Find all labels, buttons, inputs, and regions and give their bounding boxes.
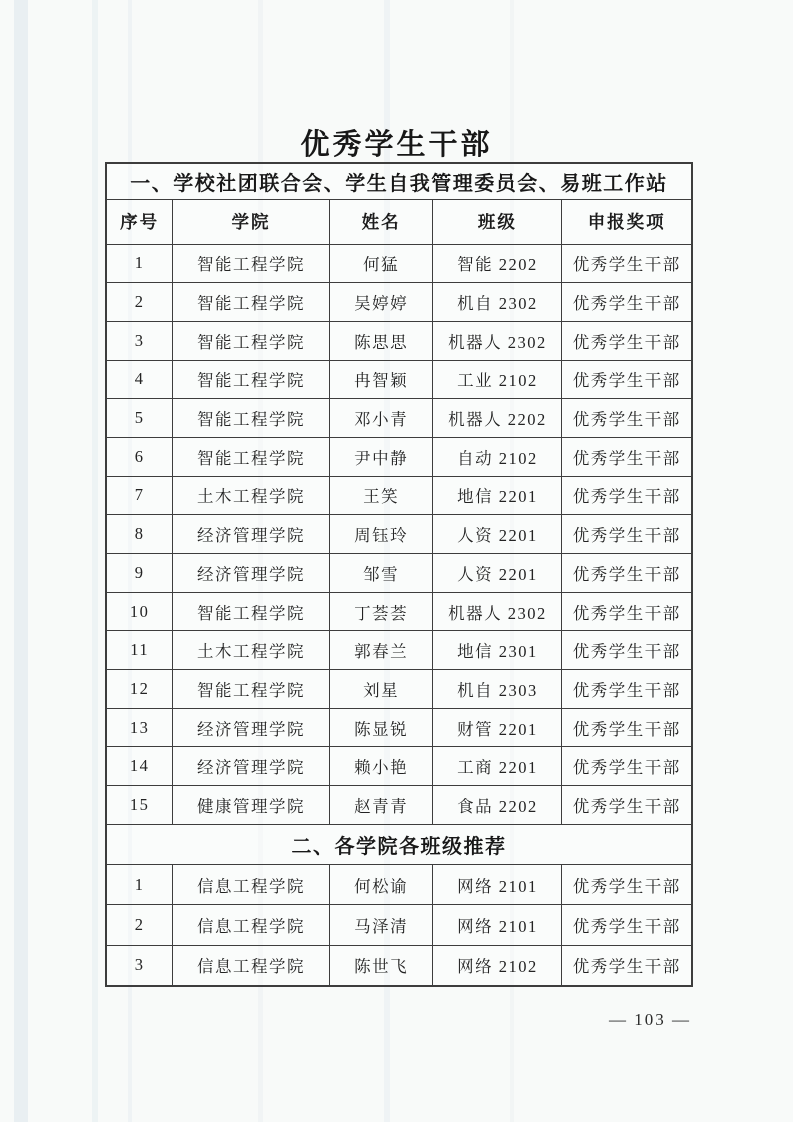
table-cell: 2 xyxy=(106,283,173,322)
table-cell: 优秀学生干部 xyxy=(562,321,692,360)
table-row xyxy=(106,399,692,438)
table-cell: 陈显锐 xyxy=(329,708,433,747)
table-cell: 优秀学生干部 xyxy=(562,786,692,825)
table-cell: 周钰玲 xyxy=(329,515,433,554)
table-cell: 1 xyxy=(106,864,173,905)
table-cell: 优秀学生干部 xyxy=(562,554,692,593)
scan-streak xyxy=(92,0,98,1122)
awards-table xyxy=(105,162,693,987)
table-row xyxy=(106,670,692,709)
table-cell: 机器人 2302 xyxy=(433,321,562,360)
table-row xyxy=(106,437,692,476)
table-cell: 智能工程学院 xyxy=(173,399,329,438)
table-cell: 马泽清 xyxy=(329,905,433,946)
table-row xyxy=(106,945,692,986)
table-cell: 冉智颖 xyxy=(329,360,433,399)
table-cell: 优秀学生干部 xyxy=(562,515,692,554)
column-header-award: 申报奖项 xyxy=(562,199,692,244)
table-cell: 邓小青 xyxy=(329,399,433,438)
table-cell: 智能工程学院 xyxy=(173,437,329,476)
table-cell: 优秀学生干部 xyxy=(562,360,692,399)
section-1-title: 一、学校社团联合会、学生自我管理委员会、易班工作站 xyxy=(106,163,692,199)
table-cell: 赵青青 xyxy=(329,786,433,825)
table-cell: 经济管理学院 xyxy=(173,554,329,593)
table-cell: 郭春兰 xyxy=(329,631,433,670)
table-row xyxy=(106,631,692,670)
column-header-class: 班级 xyxy=(433,199,562,244)
table-cell: 地信 2201 xyxy=(433,476,562,515)
table-cell: 信息工程学院 xyxy=(173,905,329,946)
column-header-name: 姓名 xyxy=(329,199,433,244)
table-cell: 赖小艳 xyxy=(329,747,433,786)
page-number: — 103 — xyxy=(609,1010,691,1029)
table-cell: 土木工程学院 xyxy=(173,476,329,515)
table-cell: 网络 2101 xyxy=(433,864,562,905)
table-cell: 尹中静 xyxy=(329,437,433,476)
table-cell: 优秀学生干部 xyxy=(562,864,692,905)
table-cell: 工业 2102 xyxy=(433,360,562,399)
table-cell: 陈世飞 xyxy=(329,945,433,986)
table-cell: 网络 2101 xyxy=(433,905,562,946)
table-cell: 11 xyxy=(106,631,173,670)
table-cell: 优秀学生干部 xyxy=(562,399,692,438)
table-cell: 优秀学生干部 xyxy=(562,437,692,476)
table-cell: 2 xyxy=(106,905,173,946)
table-cell: 7 xyxy=(106,476,173,515)
table-cell: 王笑 xyxy=(329,476,433,515)
table-cell: 10 xyxy=(106,592,173,631)
table-cell: 自动 2102 xyxy=(433,437,562,476)
table-row xyxy=(106,592,692,631)
table-row xyxy=(106,321,692,360)
table-cell: 优秀学生干部 xyxy=(562,283,692,322)
scan-streak xyxy=(14,0,28,1122)
table-cell: 15 xyxy=(106,786,173,825)
table-cell: 1 xyxy=(106,244,173,283)
table-cell: 3 xyxy=(106,945,173,986)
table-cell: 6 xyxy=(106,437,173,476)
table-cell: 经济管理学院 xyxy=(173,515,329,554)
table-cell: 智能工程学院 xyxy=(173,670,329,709)
table-cell: 12 xyxy=(106,670,173,709)
table-cell: 优秀学生干部 xyxy=(562,476,692,515)
table-cell: 刘星 xyxy=(329,670,433,709)
table-cell: 9 xyxy=(106,554,173,593)
table-cell: 机器人 2202 xyxy=(433,399,562,438)
table-cell: 陈思思 xyxy=(329,321,433,360)
table-cell: 优秀学生干部 xyxy=(562,905,692,946)
table-cell: 智能工程学院 xyxy=(173,244,329,283)
table-cell: 丁荟荟 xyxy=(329,592,433,631)
table-cell: 智能 2202 xyxy=(433,244,562,283)
table-cell: 吴婷婷 xyxy=(329,283,433,322)
section-2-header-row xyxy=(106,824,692,864)
table-cell: 经济管理学院 xyxy=(173,747,329,786)
table-cell: 优秀学生干部 xyxy=(562,631,692,670)
table-cell: 邹雪 xyxy=(329,554,433,593)
section-1-header-row xyxy=(106,163,692,199)
table-cell: 智能工程学院 xyxy=(173,321,329,360)
table-row xyxy=(106,864,692,905)
table-cell: 智能工程学院 xyxy=(173,592,329,631)
table-cell: 财管 2201 xyxy=(433,708,562,747)
table-cell: 4 xyxy=(106,360,173,399)
table-cell: 机自 2303 xyxy=(433,670,562,709)
table-row xyxy=(106,515,692,554)
table-row xyxy=(106,786,692,825)
table-cell: 健康管理学院 xyxy=(173,786,329,825)
table-row xyxy=(106,747,692,786)
column-header-row xyxy=(106,199,692,244)
table-cell: 14 xyxy=(106,747,173,786)
table-cell: 8 xyxy=(106,515,173,554)
table-cell: 信息工程学院 xyxy=(173,864,329,905)
table-cell: 网络 2102 xyxy=(433,945,562,986)
table-cell: 智能工程学院 xyxy=(173,360,329,399)
table-cell: 优秀学生干部 xyxy=(562,244,692,283)
table-cell: 食品 2202 xyxy=(433,786,562,825)
table-row xyxy=(106,244,692,283)
table-row xyxy=(106,360,692,399)
table-cell: 何猛 xyxy=(329,244,433,283)
table-cell: 机器人 2302 xyxy=(433,592,562,631)
table-cell: 土木工程学院 xyxy=(173,631,329,670)
table-row xyxy=(106,476,692,515)
table-row xyxy=(106,905,692,946)
table-row xyxy=(106,708,692,747)
table-row xyxy=(106,554,692,593)
section-2-title: 二、各学院各班级推荐 xyxy=(106,824,692,864)
table-cell: 优秀学生干部 xyxy=(562,708,692,747)
table-cell: 地信 2301 xyxy=(433,631,562,670)
section-2-rows xyxy=(106,864,692,986)
table-cell: 人资 2201 xyxy=(433,554,562,593)
table-cell: 5 xyxy=(106,399,173,438)
table-cell: 经济管理学院 xyxy=(173,708,329,747)
table-cell: 优秀学生干部 xyxy=(562,945,692,986)
table-cell: 优秀学生干部 xyxy=(562,747,692,786)
table-cell: 信息工程学院 xyxy=(173,945,329,986)
table-cell: 优秀学生干部 xyxy=(562,670,692,709)
table-row xyxy=(106,283,692,322)
column-header-college: 学院 xyxy=(173,199,329,244)
table-cell: 智能工程学院 xyxy=(173,283,329,322)
table-cell: 机自 2302 xyxy=(433,283,562,322)
column-header-index: 序号 xyxy=(106,199,173,244)
table-cell: 3 xyxy=(106,321,173,360)
table-cell: 13 xyxy=(106,708,173,747)
table-cell: 何松谕 xyxy=(329,864,433,905)
section-1-rows xyxy=(106,244,692,824)
table-cell: 工商 2201 xyxy=(433,747,562,786)
table-cell: 人资 2201 xyxy=(433,515,562,554)
document-title: 优秀学生干部 xyxy=(300,129,493,161)
table-cell: 优秀学生干部 xyxy=(562,592,692,631)
